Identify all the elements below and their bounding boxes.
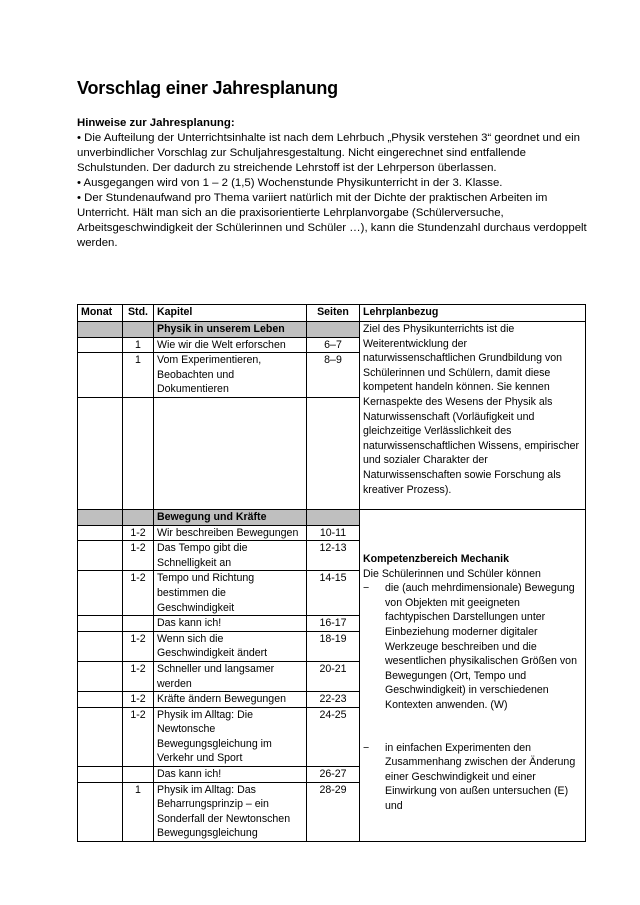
header-seiten: Seiten: [307, 305, 360, 322]
std-cell: 1: [123, 782, 154, 841]
kapitel-cell: Kräfte ändern Bewegungen: [154, 692, 307, 708]
std-cell: [123, 767, 154, 783]
table-header-row: [78, 305, 586, 322]
monat-cell: [78, 337, 123, 353]
monat-cell: [78, 541, 123, 571]
competence-text: in einfachen Experimenten den Zusammenhang zwischen der Änderung einer Geschwindigkeit und einer Einwirkung von außen untersuchen (E) und: [385, 741, 576, 812]
monat-cell: [78, 509, 123, 525]
seiten-cell: 10-11: [307, 525, 360, 541]
std-cell: [123, 397, 154, 509]
page-title: Vorschlag einer Jahresplanung: [77, 78, 338, 98]
kapitel-cell: Wie wir die Welt erforschen: [154, 337, 307, 353]
header-monat: Monat: [78, 305, 123, 322]
dash-bullet: −: [363, 741, 370, 754]
notes-paragraph: • Ausgegangen wird von 1 – 2 (1,5) Wochenstunde Physikunterricht in der 3. Klasse.: [77, 177, 503, 189]
notes-heading: Hinweise zur Jahresplanung:: [77, 117, 235, 129]
seiten-cell: 20-21: [307, 661, 360, 691]
competence-text: die (auch mehrdimensionale) Bewegung von Objekten mit geeigneten fachtypischen Darstellungen unter Einbeziehung moderner digitaler Werkzeuge beschreiben und die wesentlichen physikalischen Größen von Bewegungen (Ort, Tempo und Geschwindigkeit) in verschiedenen Kontexten anwenden. (W): [385, 582, 577, 711]
monat-cell: [78, 692, 123, 708]
seiten-cell: 12-13: [307, 541, 360, 571]
section-title: Bewegung und Kräfte: [154, 509, 307, 525]
std-cell: 1: [123, 337, 154, 353]
monat-cell: [78, 782, 123, 841]
kapitel-cell: [154, 397, 307, 509]
std-cell: 1: [123, 353, 154, 398]
kapitel-cell: Das kann ich!: [154, 616, 307, 632]
seiten-cell: 16-17: [307, 616, 360, 632]
competence-item: [363, 581, 582, 712]
std-cell: 1-2: [123, 631, 154, 661]
kapitel-cell: Tempo und Richtung bestimmen die Geschwindigkeit: [154, 571, 307, 616]
header-kapitel: Kapitel: [154, 305, 307, 322]
monat-cell: [78, 571, 123, 616]
monat-cell: [78, 525, 123, 541]
kapitel-cell: Wir beschreiben Bewegungen: [154, 525, 307, 541]
seiten-cell: 26-27: [307, 767, 360, 783]
seiten-cell: [307, 397, 360, 509]
kapitel-cell: Schneller und langsamer werden: [154, 661, 307, 691]
seiten-cell: 18-19: [307, 631, 360, 661]
seiten-cell: 6–7: [307, 337, 360, 353]
dash-bullet: −: [363, 582, 370, 595]
std-cell: [123, 509, 154, 525]
kapitel-cell: Das kann ich!: [154, 767, 307, 783]
competence-heading: Kompetenzbereich Mechanik: [363, 552, 509, 565]
seiten-cell: 22-23: [307, 692, 360, 708]
seiten-cell: [307, 322, 360, 338]
std-cell: [123, 322, 154, 338]
monat-cell: [78, 353, 123, 398]
kapitel-cell: Physik im Alltag: Das Beharrungsprinzip – ein Sonderfall der Newtonschen Bewegungsgleichung: [154, 782, 307, 841]
monat-cell: [78, 322, 123, 338]
planning-table: [77, 304, 586, 842]
std-cell: 1-2: [123, 692, 154, 708]
seiten-cell: [307, 509, 360, 525]
notes-section: [77, 116, 597, 251]
std-cell: [123, 616, 154, 632]
competence-item: [363, 741, 582, 814]
lehrplan-cell: Ziel des Physikunterrichts ist die Weiterentwicklung der naturwissenschaftlichen Grundbildung von Schülerinnen und Schülern, damit diese kompetent handeln können. Sie kennen Kernaspekte des Wesens der Physik als Naturwissenschaft (Vorläufigkeit und gleichzeitige Verlässlichkeit des naturwissenschaftlichen Wissens, empirischer und sozialer Charakter der Naturwissenschaften sowie Forschung als kreativer Prozess).: [360, 322, 586, 510]
monat-cell: [78, 661, 123, 691]
header-lehrplan: Lehrplanbezug: [360, 305, 586, 322]
seiten-cell: 8–9: [307, 353, 360, 398]
monat-cell: [78, 631, 123, 661]
section-title: Physik in unserem Leben: [154, 322, 307, 338]
monat-cell: [78, 707, 123, 766]
monat-cell: [78, 767, 123, 783]
kapitel-cell: Vom Experimentieren, Beobachten und Dokumentieren: [154, 353, 307, 398]
monat-cell: [78, 616, 123, 632]
std-cell: 1-2: [123, 661, 154, 691]
std-cell: 1-2: [123, 541, 154, 571]
header-std: Std.: [123, 305, 154, 322]
std-cell: 1-2: [123, 571, 154, 616]
kapitel-cell: Wenn sich die Geschwindigkeit ändert: [154, 631, 307, 661]
kapitel-cell: Das Tempo gibt die Schnelligkeit an: [154, 541, 307, 571]
kapitel-cell: Physik im Alltag: Die Newtonsche Bewegungsgleichung im Verkehr und Sport: [154, 707, 307, 766]
notes-paragraph: • Der Stundenaufwand pro Thema variiert natürlich mit der Dichte der praktischen Arbeiten im Unterricht. Hält man sich an die praxisorientierte Lehrplanvorgabe (Schülerversuche, Arbeitsgeschwindigkeit der Schülerinnen und Schüler …), kann die Stundenzahl durchaus verdoppelt werden.: [77, 192, 587, 249]
seiten-cell: 24-25: [307, 707, 360, 766]
competence-intro: Die Schülerinnen und Schüler können: [363, 567, 541, 580]
notes-paragraph: • Die Aufteilung der Unterrichtsinhalte ist nach dem Lehrbuch „Physik verstehen 3“ geordnet und ein unverbindlicher Vorschlag zur Schuljahresgestaltung. Nicht eingerechnet sind entfallende Schulstunden. Der dadurch zu streichende Lehrstoff ist der Lehrperson überlassen.: [77, 132, 580, 174]
section-row: [78, 509, 586, 525]
seiten-cell: 28-29: [307, 782, 360, 841]
std-cell: 1-2: [123, 525, 154, 541]
seiten-cell: 14-15: [307, 571, 360, 616]
std-cell: 1-2: [123, 707, 154, 766]
section-row: [78, 322, 586, 338]
lehrplan-cell: [360, 509, 586, 841]
monat-cell: [78, 397, 123, 509]
